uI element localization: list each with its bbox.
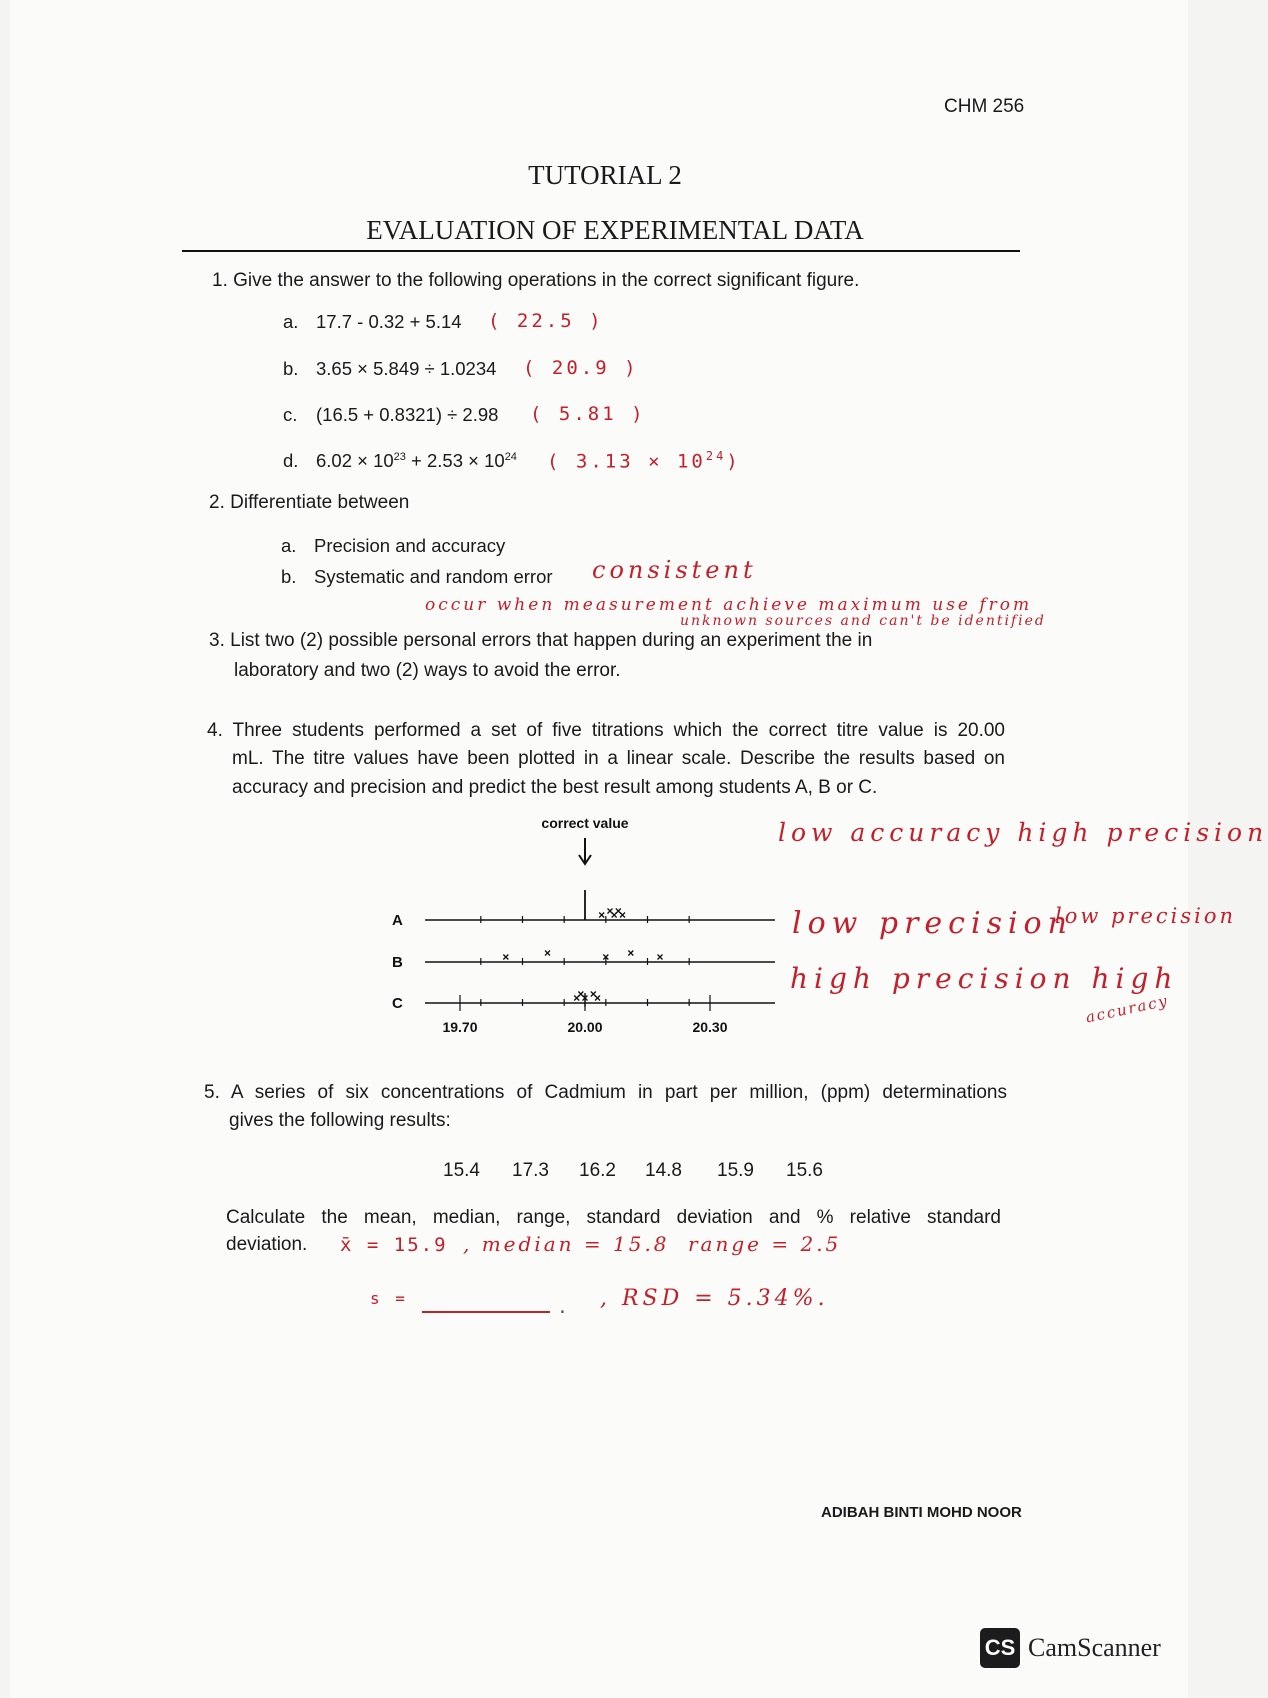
- q5-calc-line1: Calculate the mean, median, range, standard deviation and % relative standard: [226, 1207, 1001, 1228]
- data-point-B-5: [658, 955, 663, 960]
- q5-value-2: 17.3: [512, 1160, 549, 1181]
- q5-answer-dot: .: [557, 1297, 568, 1318]
- title-divider: [182, 250, 1020, 252]
- q3-line1-end: happen during an experiment the in: [573, 630, 873, 651]
- row-label-A: A: [392, 912, 403, 929]
- q5-line2: gives the following results:: [229, 1110, 451, 1131]
- q4-line2: mL. The titre values have been plotted in a linear scale. Describe the results based on: [232, 748, 1005, 769]
- q3-line1: [209, 630, 872, 652]
- q4-note-c1: high precision high: [790, 962, 1179, 995]
- q4-note-b1: low precision: [792, 906, 1073, 941]
- titration-dot-plot: [380, 810, 810, 1050]
- q4-line1: 4. Three students performed a set of five titrations which the correct titre value is 20.00: [207, 720, 1005, 741]
- q4-note-c2: accuracy: [1084, 991, 1171, 1027]
- q1a-label: a.: [283, 311, 299, 332]
- q5-answer-range: range = 2.5: [688, 1232, 842, 1256]
- q4-line3: accuracy and precision and predict the best result among students A, B or C.: [232, 777, 878, 798]
- data-point-B-1: [503, 955, 508, 960]
- page-title: TUTORIAL 2: [528, 160, 682, 190]
- q5-value-6: 15.6: [786, 1160, 823, 1181]
- chart-title: correct value: [541, 815, 629, 831]
- q2b-text: Systematic and random error: [314, 566, 553, 587]
- q1d-answer-mantissa: ( 3.13 × 10: [547, 450, 706, 473]
- q1b-answer: ( 20.9 ): [523, 357, 639, 379]
- q5-value-5: 15.9: [717, 1160, 754, 1181]
- q1a-expr: 17.7 - 0.32 + 5.14: [316, 311, 462, 332]
- data-point-A-1: [599, 913, 604, 918]
- page-subtitle: EVALUATION OF EXPERIMENTAL DATA: [366, 215, 864, 245]
- data-point-B-4: [628, 951, 633, 956]
- q5-calc-line2: deviation.: [226, 1234, 308, 1255]
- q5-answer-median: , median = 15.8: [463, 1232, 670, 1256]
- q5-answer-s: s =: [370, 1289, 408, 1308]
- q1b-label: b.: [283, 358, 299, 379]
- x-tick-label-0: 19.70: [442, 1019, 478, 1035]
- data-point-B-2: [545, 951, 550, 956]
- data-point-C-5: [595, 996, 600, 1001]
- camscanner-logo: CS: [980, 1628, 1020, 1668]
- camscanner-wordmark: CamScanner: [1028, 1633, 1161, 1662]
- row-label-C: C: [392, 995, 403, 1012]
- q1d-answer-close: ): [726, 450, 741, 473]
- q1d-term2: + 2.53 × 10: [405, 450, 505, 471]
- q1d-term1: 6.02 × 10: [316, 450, 394, 471]
- q1d-answer-exp: 24: [705, 449, 727, 463]
- q1a-answer: ( 22.5 ): [488, 310, 604, 332]
- row-label-B: B: [392, 954, 403, 971]
- q2a-text: Precision and accuracy: [314, 535, 506, 556]
- q1c-label: c.: [283, 404, 298, 425]
- q1d-label: d.: [283, 450, 299, 471]
- q2-prompt: 2. Differentiate between: [209, 492, 410, 513]
- q5-answer-s-line: [422, 1311, 550, 1313]
- q5-value-3: 16.2: [579, 1160, 616, 1181]
- data-point-A-5: [620, 913, 625, 918]
- q5-answer-rsd: , RSD = 5.34%.: [600, 1286, 829, 1311]
- q2-note-line1: occur when measurement achieve maximum use from: [425, 595, 1033, 615]
- q1c-expr: (16.5 + 0.8321) ÷ 2.98: [316, 404, 499, 425]
- q1d-exp2: 24: [504, 450, 517, 463]
- q4-note-a: low accuracy high precision: [778, 818, 1268, 847]
- q3-line1-start: 3. List two (2) possible personal errors that: [209, 630, 574, 651]
- q5-value-1: 15.4: [443, 1160, 480, 1181]
- q5-value-4: 14.8: [645, 1160, 682, 1181]
- course-code: CHM 256: [944, 96, 1025, 117]
- q1c-answer: ( 5.81 ): [530, 403, 646, 425]
- q5-line1: 5. A series of six concentrations of Cadmium in part per million, (ppm) determinations: [204, 1082, 1007, 1103]
- q1-prompt: 1. Give the answer to the following operations in the correct significant figure.: [212, 270, 860, 291]
- q2a-label: a.: [281, 535, 297, 556]
- x-tick-label-1: 20.00: [567, 1019, 603, 1035]
- q1d-exp1: 23: [393, 450, 406, 463]
- q5-answer-mean: x̄ = 15.9: [340, 1234, 448, 1256]
- q4-note-b2: low precision: [1055, 904, 1237, 928]
- q1d-answer: [547, 449, 741, 472]
- q1d-expr: [316, 450, 517, 472]
- author-name: ADIBAH BINTI MOHD NOOR: [821, 1504, 1022, 1521]
- x-tick-label-2: 20.30: [692, 1019, 728, 1035]
- q2b-label: b.: [281, 566, 297, 587]
- q2-note-consistent: consistent: [592, 556, 757, 584]
- q3-line2: laboratory and two (2) ways to avoid the error.: [234, 660, 621, 681]
- q2-note-line2: unknown sources and can't be identified: [680, 613, 1046, 629]
- q1b-expr: 3.65 × 5.849 ÷ 1.0234: [316, 358, 497, 379]
